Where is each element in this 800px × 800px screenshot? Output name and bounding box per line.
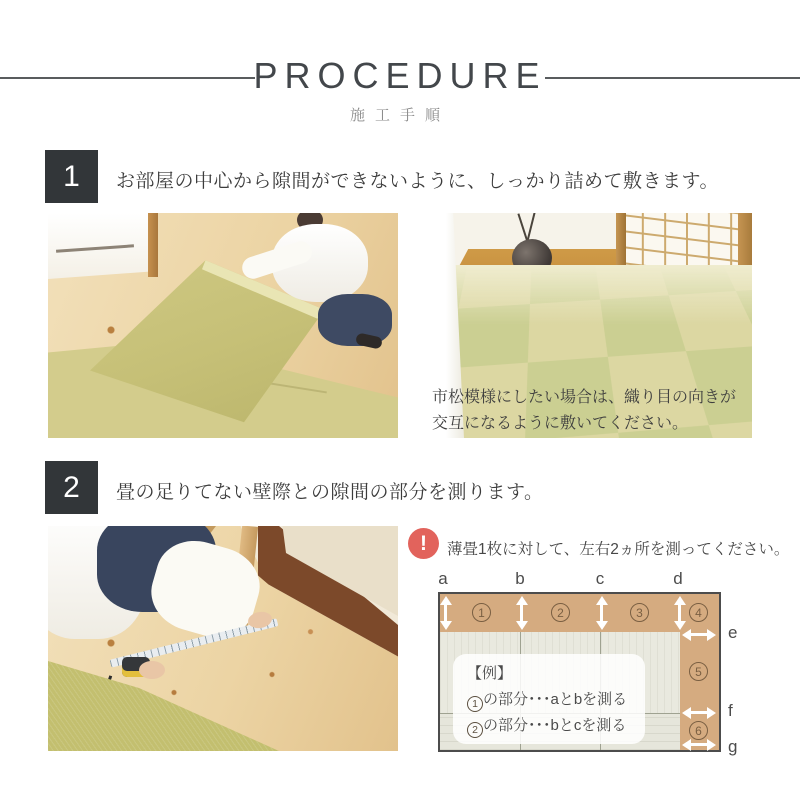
- measure-arrow-a: [444, 604, 447, 622]
- diagram-label-c: c: [595, 569, 605, 588]
- person-hand: [139, 661, 165, 679]
- example-line-1: [467, 687, 645, 713]
- circled-1: 1: [467, 696, 483, 712]
- diagram-label-b: b: [515, 569, 525, 588]
- measure-arrow-g: [690, 743, 708, 746]
- region-4-number: 4: [689, 603, 708, 622]
- measure-arrow-f: [690, 711, 708, 714]
- region-5-number: 5: [689, 662, 708, 681]
- measure-arrow-d: [678, 604, 681, 622]
- page-subtitle: 施工手順: [349, 107, 450, 124]
- step2-photo-measuring: [48, 526, 398, 751]
- measure-arrow-e: [690, 633, 708, 636]
- step2-instruction: 畳の足りてない壁際との隙間の部分を測ります。: [116, 482, 544, 503]
- page-title: PROCEDURE: [253, 55, 547, 96]
- caption-line-2: 交互になるように敷いてください。: [432, 415, 689, 432]
- measure-arrow-c: [600, 604, 603, 622]
- region-2-number: 2: [551, 603, 570, 622]
- example-title: 【例】: [467, 665, 513, 682]
- example-line-2-text: の部分･･･bとcを測る: [483, 717, 627, 734]
- measurement-diagram: [438, 592, 721, 752]
- warning-icon: !: [408, 528, 439, 559]
- caption-line-1: 市松模様にしたい場合は、織り目の向きが: [432, 389, 737, 406]
- example-line-1-text: の部分･･･aとbを測る: [483, 691, 628, 708]
- checker-pattern-caption: [432, 385, 742, 437]
- region-6-number: 6: [689, 721, 708, 740]
- step1-photo-laying-mat: [48, 213, 398, 438]
- diagram-label-f: f: [728, 701, 733, 720]
- measure-arrow-b: [520, 604, 523, 622]
- measure-note: 薄畳1枚に対して、左右2ヵ所を測ってください。: [447, 541, 790, 558]
- region-1-number: 1: [472, 603, 491, 622]
- diagram-label-e: e: [728, 623, 738, 642]
- step1-photo-checkered-room: [404, 213, 752, 438]
- region-3-number: 3: [630, 603, 649, 622]
- example-line-2: [467, 713, 645, 739]
- circled-2: 2: [467, 722, 483, 738]
- diagram-label-a: a: [438, 569, 448, 588]
- step1-number-badge: 1: [45, 150, 98, 203]
- wood-post: [148, 213, 158, 277]
- step1-instruction: お部屋の中心から隙間ができないように、しっかり詰めて敷きます。: [116, 171, 719, 192]
- example-box: [453, 654, 645, 744]
- diagram-label-d: d: [673, 569, 683, 588]
- diagram-label-g: g: [728, 737, 738, 756]
- step2-number-badge: 2: [45, 461, 98, 514]
